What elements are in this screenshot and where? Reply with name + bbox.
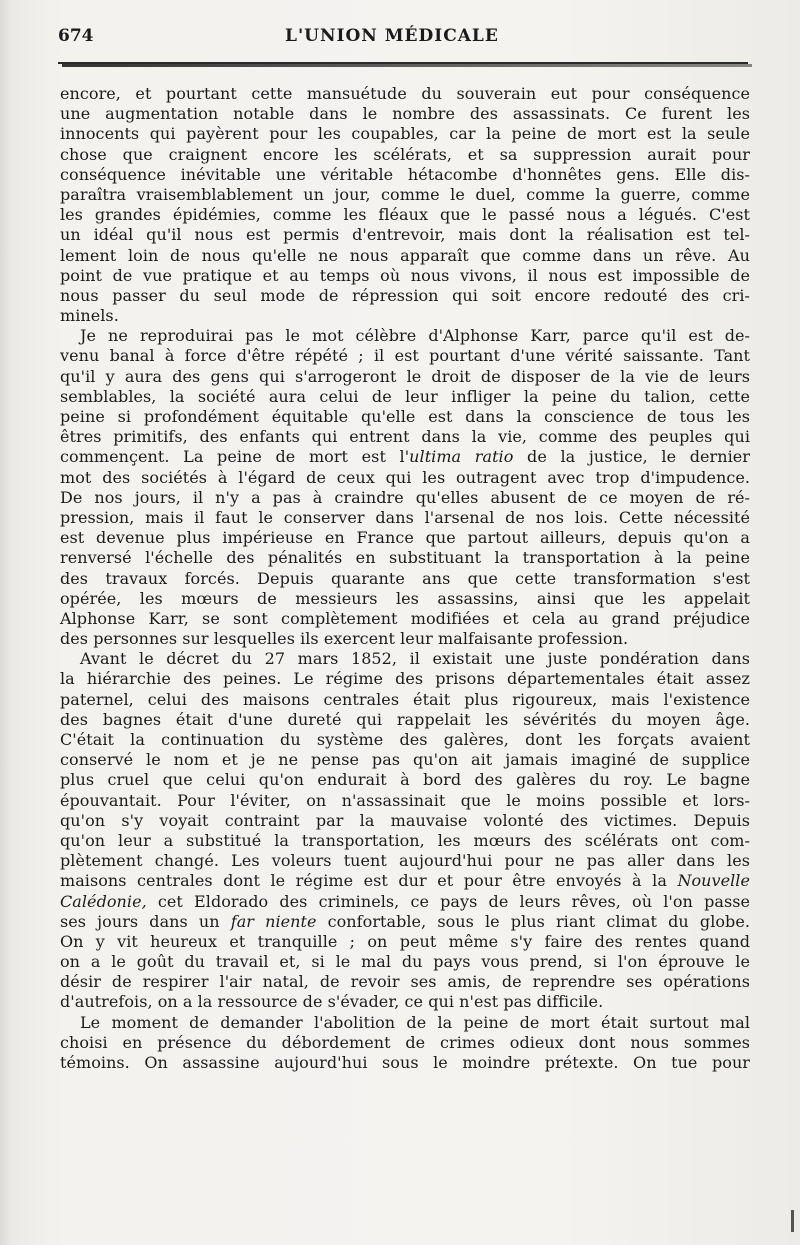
text-line: chose que craignent encore les scélérats, et sa suppression aurait pour	[60, 144, 750, 164]
text-line: qu'on s'y voyait contraint par la mauvaise volonté des victimes. Depuis	[60, 810, 750, 830]
article-body	[60, 84, 750, 1073]
text-fragment: ses jours dans un	[60, 911, 231, 931]
text-line: Le moment de demander l'abolition de la peine de mort était surtout mal	[80, 1012, 750, 1032]
text-line: êtres primitifs, des enfants qui entrent dans la vie, comme des peuples qui	[60, 427, 750, 447]
paragraph-2	[60, 326, 750, 649]
text-line: semblables, la société aura celui de leur infliger la peine du talion, cette	[60, 386, 750, 406]
paragraph-4	[60, 1013, 750, 1074]
text-line: Je ne reproduirai pas le mot célèbre d'Alphonse Karr, parce qu'il est de-	[80, 326, 750, 346]
text-line: qu'il y aura des gens qui s'arrogeront le droit de disposer de la vie de leurs	[60, 366, 750, 386]
text-line: point de vue pratique et au temps où nous vivons, il nous est impossible de	[60, 265, 750, 285]
text-line: plètement changé. Les voleurs tuent aujourd'hui pour ne pas aller dans les	[60, 851, 750, 871]
text-line: pression, mais il faut le conserver dans l'arsenal de nos lois. Cette nécessité	[60, 507, 750, 527]
text-line: On y vit heureux et tranquille ; on peut même s'y faire des rentes quand	[60, 931, 750, 951]
header-rule-shadow	[62, 64, 752, 67]
page-number: 674	[58, 26, 94, 46]
text-line: conséquence inévitable une véritable hétacombe d'honnêtes gens. Elle dis-	[60, 164, 750, 184]
text-line: on a le goût du travail et, si le mal du pays vous prend, si l'on éprouve le	[60, 952, 750, 972]
running-title: L'UNION MÉDICALE	[285, 26, 499, 46]
italic-phrase: ultima ratio	[409, 447, 514, 467]
page-edge-mark	[791, 1210, 794, 1232]
text-line: choisi en présence du débordement de crimes odieux dont nous sommes	[60, 1032, 750, 1052]
text-line	[60, 447, 750, 467]
text-line: Avant le décret du 27 mars 1852, il existait une juste pondération dans	[80, 649, 750, 669]
text-fragment: maisons centrales dont le régime est dur et pour être envoyés à la	[60, 871, 678, 891]
text-line: la hiérarchie des peines. Le régime des prisons départementales était assez	[60, 669, 750, 689]
text-line: les grandes épidémies, comme les fléaux que le passé nous a légués. C'est	[60, 205, 750, 225]
text-line	[60, 892, 750, 912]
page-header	[58, 24, 740, 56]
text-line: une augmentation notable dans le nombre des assassinats. Ce furent les	[60, 104, 750, 124]
text-line: qu'on leur a substitué la transportation, les mœurs des scélérats ont com-	[60, 830, 750, 850]
text-line: paraîtra vraisemblablement un jour, comme le duel, comme la guerre, comme	[60, 184, 750, 204]
paragraph-3	[60, 649, 750, 1012]
text-line: venu banal à force d'être répété ; il est pourtant d'une vérité saissante. Tant	[60, 346, 750, 366]
text-line: désir de respirer l'air natal, de revoir ses amis, de reprendre ses opérations	[60, 972, 750, 992]
text-fragment: commençent. La peine de mort est l'	[60, 447, 410, 467]
text-line: renversé l'échelle des pénalités en substituant la transportation à la peine	[60, 548, 750, 568]
text-line: des personnes sur lesquelles ils exercent leur malfaisante profession.	[60, 629, 629, 649]
text-line: épouvantait. Pour l'éviter, on n'assassinait que le moins possible et lors-	[60, 790, 750, 810]
text-line: De nos jours, il n'y a pas à craindre qu'elles abusent de ce moyen de ré-	[60, 487, 750, 507]
text-line: un idéal qu'il nous est permis d'entrevoir, mais dont la réalisation est tel-	[60, 225, 750, 245]
text-fragment: cet Eldorado des criminels, ce pays de leurs rêves, où l'on passe	[146, 891, 750, 911]
text-line: innocents qui payèrent pour les coupables, car la peine de mort est la seule	[60, 124, 750, 144]
text-line: des travaux forcés. Depuis quarante ans que cette transformation s'est	[60, 568, 750, 588]
italic-phrase: Nouvelle	[677, 871, 750, 891]
italic-phrase: Calédonie,	[60, 891, 147, 911]
text-fragment: confortable, sous le plus riant climat du globe.	[316, 911, 750, 931]
text-line: minels.	[60, 306, 119, 326]
text-line: Alphonse Karr, se sont complètement modifiées et cela au grand préjudice	[60, 608, 750, 628]
text-fragment: de la justice, le dernier	[513, 447, 750, 467]
page-gutter-shadow	[0, 0, 12, 1245]
text-line: mot des sociétés à l'égard de ceux qui les outragent avec trop d'impudence.	[60, 467, 750, 487]
text-line: C'était la continuation du système des galères, dont les forçats avaient	[60, 730, 750, 749]
text-line	[60, 871, 750, 891]
text-line: conservé le nom et je ne pense pas qu'on ait jamais imaginé de supplice	[60, 750, 750, 770]
text-line: peine si profondément équitable qu'elle est dans la conscience de tous les	[60, 407, 750, 426]
text-line: opérée, les mœurs de messieurs les assassins, ainsi que les appelait	[60, 588, 750, 608]
text-line: témoins. On assassine aujourd'hui sous le moindre prétexte. On tue pour	[60, 1053, 750, 1072]
text-line: plus cruel que celui qu'on endurait à bord des galères du roy. Le bagne	[60, 770, 750, 790]
text-line	[60, 912, 750, 932]
paragraph-1	[60, 84, 750, 326]
italic-phrase: far niente	[230, 911, 317, 931]
text-line: des bagnes était d'une dureté qui rappelait les sévérités du moyen âge.	[60, 709, 750, 729]
text-line: lement loin de nous qu'elle ne nous apparaît que comme dans un rêve. Au	[60, 245, 750, 265]
text-line: est devenue plus impérieuse en France que partout ailleurs, depuis qu'on a	[60, 528, 750, 548]
text-line: paternel, celui des maisons centrales était plus rigoureux, mais l'existence	[60, 689, 750, 709]
text-line: nous passer du seul mode de répression qui soit encore redouté des cri-	[60, 285, 750, 305]
text-line: d'autrefois, on a la ressource de s'évader, ce qui n'est pas difficile.	[60, 992, 604, 1012]
text-line: encore, et pourtant cette mansuétude du souverain eut pour conséquence	[60, 84, 750, 103]
